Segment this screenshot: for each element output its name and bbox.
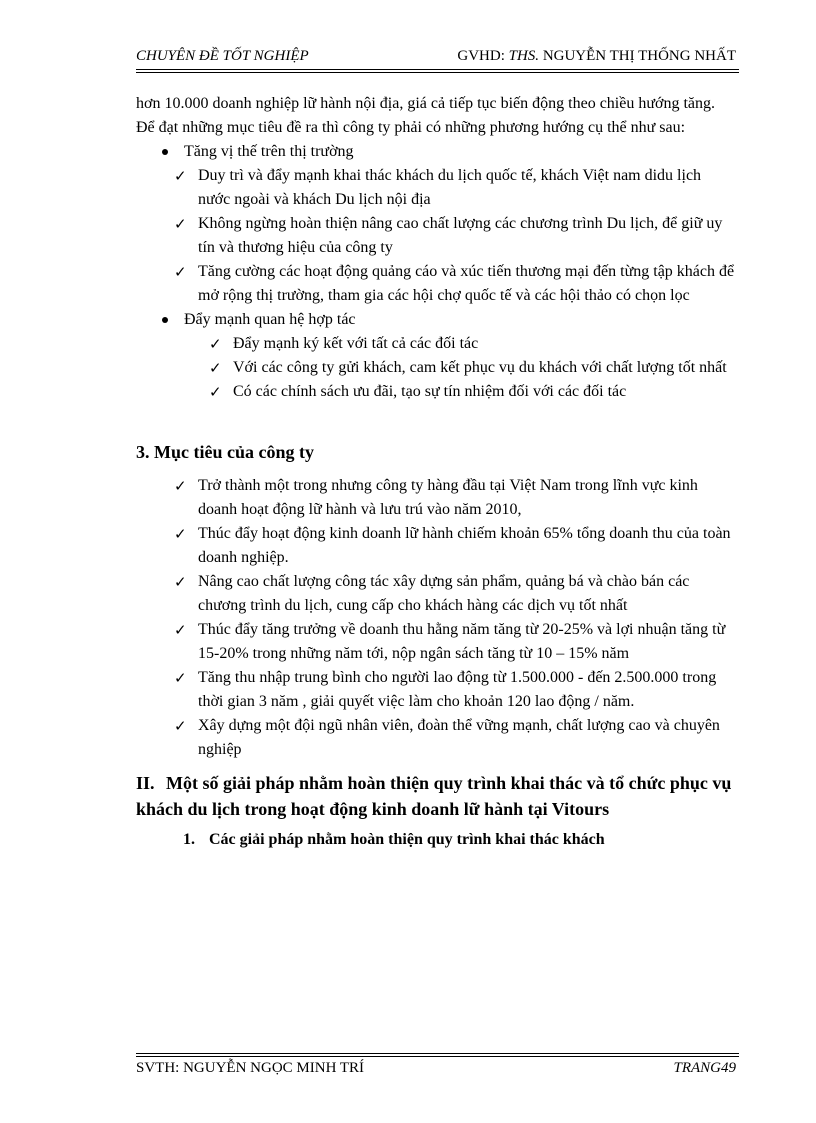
section-heading: 3. Mục tiêu của công ty [136,442,314,462]
check-item [136,164,736,212]
header-rule [136,69,739,70]
checkmark-icon: ✓ [174,525,187,543]
check-text: Nâng cao chất lượng công tác xây dựng sản phẩm, quảng bá và chào bán các chương trình du lịch, cung cấp cho khách hàng các dịch vụ tốt nhất [198,573,690,614]
subsection-title: Các giải pháp nhằm hoàn thiện quy trình khai thác khách [209,831,605,848]
bullet-item [136,308,736,332]
advisor-name: NGUYỄN THỊ THỐNG NHẤT [539,48,736,64]
page-header [136,48,736,68]
checkmark-icon: ✓ [174,717,187,735]
check-item [136,570,736,618]
check-item [136,522,736,570]
check-item [136,356,736,380]
check-text: Duy trì và đẩy mạnh khai thác khách du lịch quốc tế, khách Việt nam didu lịch nước ngoài và khách Du lịch nội địa [198,167,702,208]
page-body [136,92,736,852]
check-text: Với các công ty gửi khách, cam kết phục vụ du khách với chất lượng tốt nhất [233,359,727,376]
check-text: Trở thành một trong nhưng công ty hàng đầu tại Việt Nam trong lĩnh vực kinh doanh hoạt động lữ hành và lưu trú vào năm 2010, [198,477,698,518]
checkmark-icon: ✓ [209,359,222,377]
check-item [136,666,736,714]
checkmark-icon: ✓ [174,573,187,591]
checkmark-icon: ✓ [174,263,187,281]
checkmark-icon: ✓ [174,167,187,185]
checkmark-icon: ✓ [174,215,187,233]
part-title: Một số giải pháp nhằm hoàn thiện quy trình khai thác và tổ chức phục vụ khách du lịch trong hoạt động kinh doanh lữ hành tại Vitours [136,773,732,819]
check-item [136,380,736,404]
header-rule-double [136,72,739,73]
check-text: Không ngừng hoàn thiện nâng cao chất lượng các chương trình Du lịch, để giữ uy tín và thương hiệu của công ty [198,215,723,256]
check-text: Xây dựng một đội ngũ nhân viên, đoàn thể vững mạnh, chất lượng cao và chuyên nghiệp [198,717,720,758]
check-text: Đẩy mạnh ký kết với tất cả các đối tác [233,335,479,352]
check-item [136,260,736,308]
check-item [136,332,736,356]
check-text: Tăng cường các hoạt động quảng cáo và xúc tiến thương mại đến từng tập khách để mở rộng thị trường, tham gia các hội chợ quốc tế và các hội thảo có chọn lọc [198,263,735,304]
bullet-item [136,140,736,164]
header-advisor [457,48,736,65]
subsection-number: 1. [183,831,195,848]
check-item [136,474,736,522]
checkmark-icon: ✓ [209,335,222,353]
check-text: Có các chính sách ưu đãi, tạo sự tín nhiệm đối với các đối tác [233,383,627,400]
check-item [136,714,736,762]
footer-student: SVTH: NGUYỄN NGỌC MINH TRÍ [136,1060,365,1076]
page-footer [136,1060,736,1080]
part-heading [136,770,736,822]
page-number: TRANG49 [673,1060,736,1076]
bullet-dot-icon [162,149,168,155]
checkmark-icon: ✓ [174,477,187,495]
checkmark-icon: ✓ [174,669,187,687]
subsection-heading [136,828,736,852]
check-item [136,212,736,260]
part-number: II. [136,773,155,793]
header-thesis-title: CHUYÊN ĐỀ TỐT NGHIỆP [136,48,309,64]
check-item [136,618,736,666]
advisor-title: THS. [508,48,540,64]
intro-paragraph: hơn 10.000 doanh nghiệp lữ hành nội địa, giá cả tiếp tục biến động theo chiều hướng tăng. Để đạt những mục tiêu đề ra thì công ty phải có những phương hướng cụ thể như sau: [136,95,716,136]
footer-rule-double [136,1056,739,1057]
check-text: Thúc đẩy hoạt động kinh doanh lữ hành chiếm khoản 65% tổng doanh thu của toàn doanh nghiệp. [198,525,731,566]
bullet-dot-icon [162,317,168,323]
checkmark-icon: ✓ [174,621,187,639]
bullet-label: Đẩy mạnh quan hệ hợp tác [184,311,356,328]
footer-rule [136,1053,739,1054]
check-text: Tăng thu nhập trung bình cho người lao động từ 1.500.000 - đến 2.500.000 trong thời gian 3 năm , giải quyết việc làm cho khoản 120 lao động / năm. [198,669,717,710]
advisor-label: GVHD: [457,48,509,64]
bullet-label: Tăng vị thế trên thị trường [184,143,354,160]
objectives-list [136,474,736,762]
check-text: Thúc đẩy tăng trưởng về doanh thu hằng năm tăng từ 20-25% và lợi nhuận tăng từ 15-20% trong những năm tới, nộp ngân sách tăng từ 10 – 15% năm [198,621,726,662]
checkmark-icon: ✓ [209,383,222,401]
